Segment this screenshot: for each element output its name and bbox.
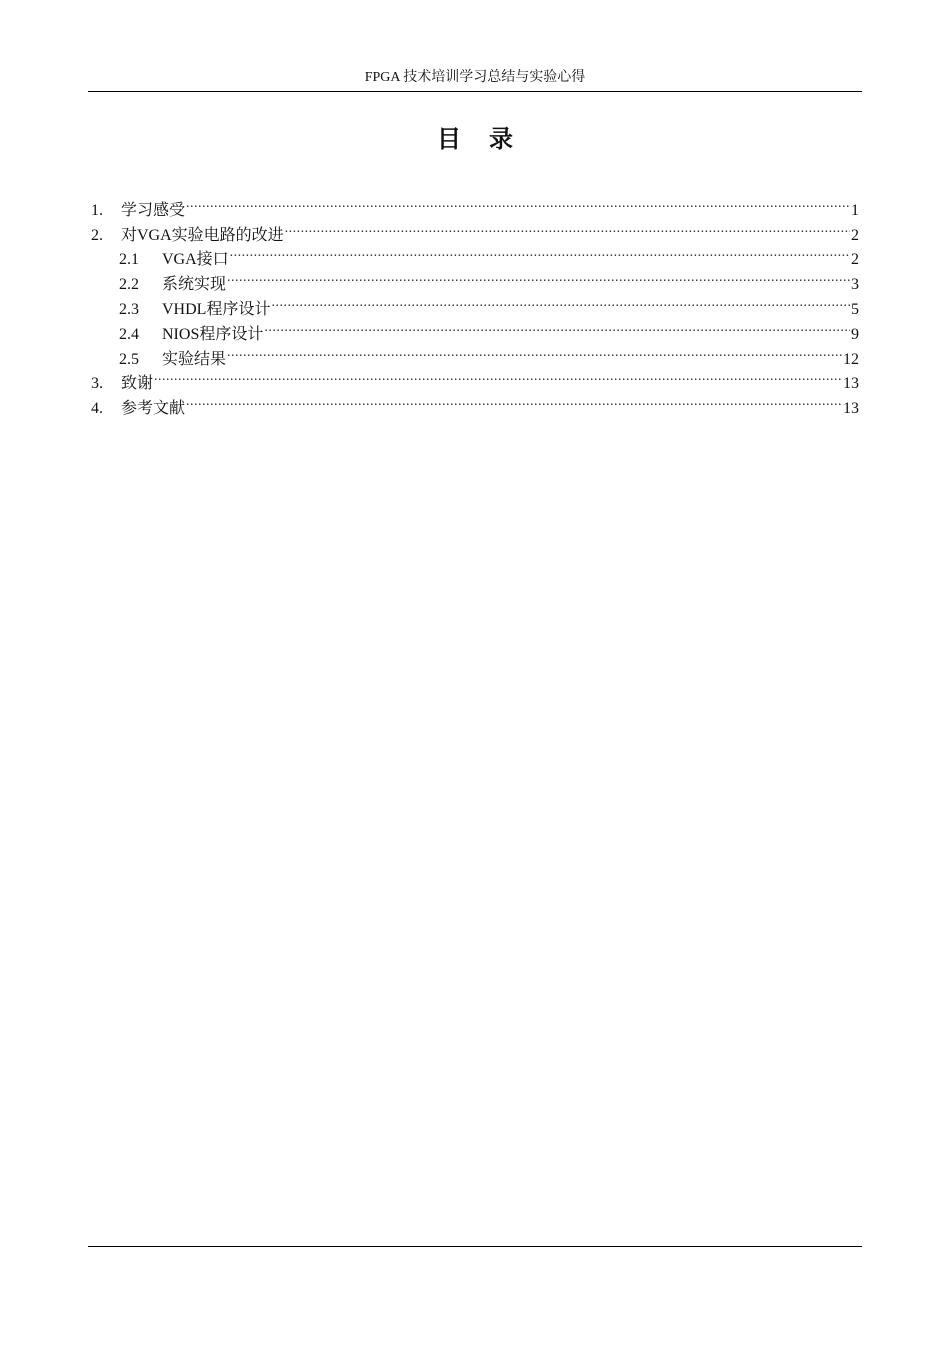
toc-dot-leader — [227, 339, 842, 364]
toc-entry-page: 5 — [851, 300, 859, 318]
toc-entry-label: NIOS程序设计 — [162, 325, 264, 343]
toc-dot-leader — [230, 240, 850, 265]
toc-entry-number: 2.5 — [119, 350, 139, 368]
toc-entry-number: 2.3 — [119, 300, 139, 318]
toc-dot-leader — [227, 264, 850, 289]
toc-dot-leader — [186, 388, 842, 413]
toc-dot-leader — [285, 215, 850, 240]
toc-dot-leader — [264, 314, 850, 339]
toc-entry-page: 9 — [851, 325, 859, 343]
toc-entry-page: 2 — [851, 226, 859, 244]
table-of-contents — [91, 190, 859, 418]
toc-entry-page: 12 — [843, 350, 859, 368]
toc-entry-label: 致谢 — [121, 375, 154, 393]
toc-entry-label: 参考文献 — [121, 400, 186, 418]
toc-heading-char-1: 目 — [437, 127, 461, 153]
toc-entry[interactable] — [91, 364, 859, 393]
toc-heading-char-2: 录 — [489, 127, 513, 153]
toc-heading — [88, 123, 862, 157]
toc-entry-number: 2.1 — [119, 251, 139, 269]
running-header: FPGA 技术培训学习总结与实验心得 — [364, 70, 586, 85]
toc-entry-label: 实验结果 — [162, 350, 227, 368]
toc-entry-number: 2. — [91, 226, 103, 244]
toc-entry[interactable] — [91, 388, 859, 418]
toc-entry-label: 学习感受 — [121, 201, 186, 219]
toc-entry-number: 2.2 — [119, 276, 139, 294]
toc-entry-page: 13 — [843, 375, 859, 393]
toc-entry-page: 13 — [843, 400, 859, 418]
toc-entry[interactable] — [91, 190, 859, 219]
toc-entry-page: 2 — [851, 251, 859, 269]
toc-entry[interactable] — [91, 215, 859, 244]
header-rule — [88, 91, 862, 92]
toc-dot-leader — [186, 190, 850, 215]
toc-entry-label: VGA接口 — [162, 251, 229, 269]
toc-entry-number: 4. — [91, 400, 103, 418]
toc-dot-leader — [154, 364, 842, 389]
toc-dot-leader — [271, 289, 850, 314]
toc-entry-page: 1 — [851, 201, 859, 219]
toc-entry-label: VHDL程序设计 — [162, 300, 271, 318]
toc-entry-label: 系统实现 — [162, 276, 227, 294]
toc-entry-number: 3. — [91, 375, 103, 393]
toc-entry-number: 2.4 — [119, 325, 139, 343]
toc-entry-number: 1. — [91, 201, 103, 219]
footer-rule — [88, 1246, 862, 1247]
toc-entry-label: 对VGA实验电路的改进 — [121, 226, 284, 244]
toc-entry-page: 3 — [851, 276, 859, 294]
